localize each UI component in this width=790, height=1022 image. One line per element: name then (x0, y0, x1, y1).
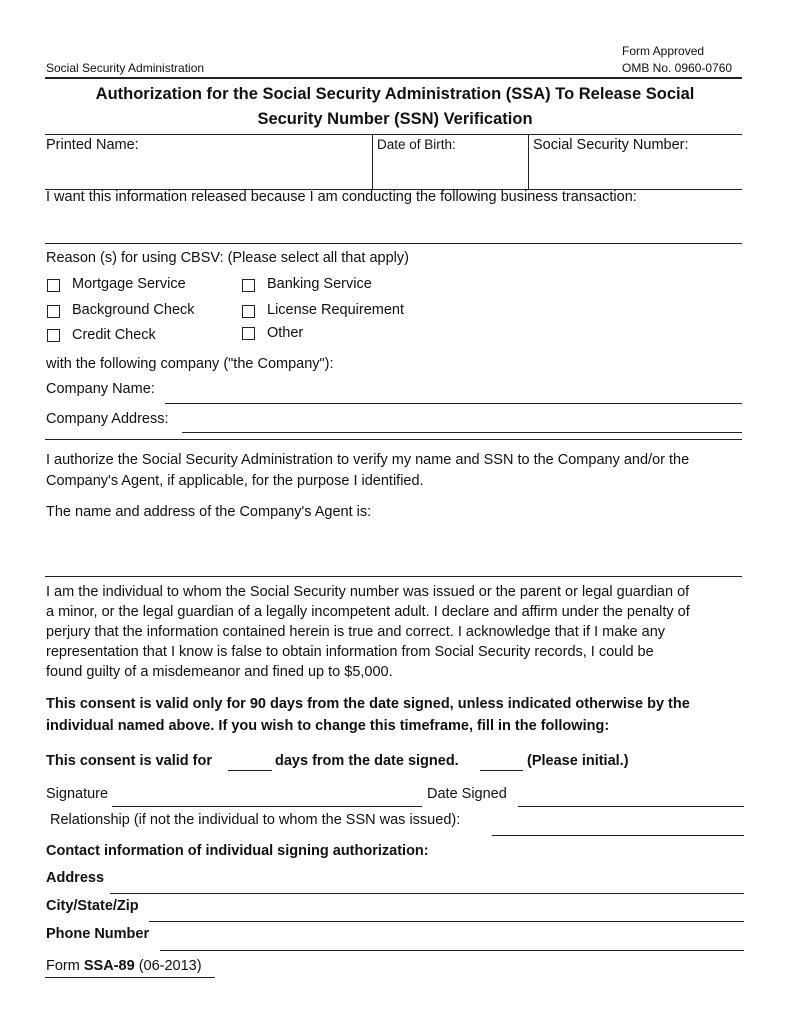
address-field[interactable] (110, 869, 744, 892)
form-date: (06-2013) (138, 958, 202, 974)
other-label: Other (267, 325, 304, 341)
declaration-line4: representation that I know is false to obtain information from Social Security records, I could be (46, 644, 654, 660)
form-title-line2: Security Number (SSN) Verification (257, 110, 533, 128)
agent-line (45, 576, 742, 577)
company-address-line (182, 432, 742, 433)
agent-field[interactable] (46, 524, 742, 574)
company-name-label: Company Name: (46, 381, 155, 397)
form-number: SSA-89 (83, 958, 135, 974)
date-signed-line (518, 806, 744, 807)
printed-name-field[interactable] (46, 155, 368, 187)
footer-underline (45, 977, 215, 978)
banking-service-checkbox[interactable] (242, 279, 255, 292)
signature-line (112, 806, 422, 807)
agent-label: The name and address of the Company's Agent is: (46, 504, 372, 520)
form-approved-text: Form Approved (622, 44, 705, 58)
banking-service-label: Banking Service (267, 276, 372, 292)
declaration-line2: a minor, or the legal guardian of a legally incompetent adult. I declare and affirm under the penalty of (46, 604, 690, 620)
consent-days-field[interactable] (228, 752, 272, 770)
phone-number-label: Phone Number (46, 926, 150, 942)
phone-number-line (160, 950, 744, 951)
date-of-birth-field[interactable] (376, 155, 524, 187)
company-address-label: Company Address: (46, 411, 169, 427)
authorize-text-line1: I authorize the Social Security Administration to verify my name and SSN to the Company and/or the (46, 452, 690, 468)
header-divider (45, 77, 742, 79)
mortgage-service-label: Mortgage Service (72, 276, 186, 292)
business-transaction-field[interactable] (46, 208, 742, 242)
declaration-line1: I am the individual to whom the Social Security number was issued or the parent or legal guardian of (46, 584, 690, 600)
printed-name-label: Printed Name: (46, 137, 139, 153)
info-table-divider-2 (528, 134, 529, 189)
form-footer (46, 958, 202, 974)
address-label: Address (46, 870, 105, 886)
ssn-field[interactable] (532, 155, 740, 187)
background-check-label: Background Check (72, 302, 195, 318)
phone-number-field[interactable] (160, 925, 744, 949)
ssn-label: Social Security Number: (533, 137, 689, 153)
consent-initial-line (480, 770, 523, 771)
city-state-zip-label: City/State/Zip (46, 898, 139, 914)
business-transaction-line (45, 243, 742, 244)
consent-valid-for-label: This consent is valid for (46, 753, 212, 769)
consent-days-line (228, 770, 272, 771)
date-of-birth-label: Date of Birth: (377, 137, 456, 152)
consent-initial-field[interactable] (480, 752, 523, 770)
reasons-label: Reason (s) for using CBSV: (Please select all that apply) (46, 250, 409, 266)
company-section-divider (45, 439, 742, 440)
other-checkbox[interactable] (242, 327, 255, 340)
credit-check-label: Credit Check (72, 327, 156, 343)
declaration-line3: perjury that the information contained herein is true and correct. I acknowledge that if I make any (46, 624, 666, 640)
contact-heading: Contact information of individual signing authorization: (46, 843, 429, 859)
relationship-label: Relationship (if not the individual to whom the SSN was issued): (50, 812, 461, 828)
consent-line2: individual named above. If you wish to change this timeframe, fill in the following: (46, 718, 610, 734)
signature-label: Signature (46, 786, 109, 802)
date-signed-field[interactable] (518, 784, 744, 805)
signature-field[interactable] (112, 784, 422, 805)
company-intro: with the following company ("the Company"): (46, 356, 334, 372)
authorize-text-line2: Company's Agent, if applicable, for the purpose I identified. (46, 473, 424, 489)
agency-name: Social Security Administration (46, 61, 205, 75)
consent-line1: This consent is valid only for 90 days from the date signed, unless indicated otherwise by the (46, 696, 690, 712)
company-address-field[interactable] (182, 409, 742, 431)
credit-check-checkbox[interactable] (47, 329, 60, 342)
relationship-line (492, 835, 744, 836)
background-check-checkbox[interactable] (47, 305, 60, 318)
company-name-field[interactable] (165, 380, 742, 402)
omb-number: OMB No. 0960-0760 (622, 61, 733, 75)
company-name-line (165, 403, 742, 404)
info-table-divider-1 (372, 134, 373, 189)
date-signed-label: Date Signed (427, 786, 507, 802)
consent-days-from-label: days from the date signed. (275, 753, 459, 769)
address-line (110, 893, 744, 894)
declaration-line5: found guilty of a misdemeanor and fined up to $5,000. (46, 664, 393, 680)
city-state-zip-field[interactable] (149, 897, 744, 920)
info-table-top-border (45, 134, 742, 135)
license-requirement-label: License Requirement (267, 302, 405, 318)
form-title-line1: Authorization for the Social Security Administration (SSA) To Release Social (95, 85, 695, 103)
declaration-paragraph (46, 582, 690, 682)
license-requirement-checkbox[interactable] (242, 305, 255, 318)
form-prefix: Form (46, 958, 80, 974)
business-transaction-label: I want this information released because I am conducting the following business transaction: (46, 189, 637, 205)
city-state-zip-line (149, 921, 744, 922)
mortgage-service-checkbox[interactable] (47, 279, 60, 292)
relationship-field[interactable] (492, 812, 744, 834)
consent-initial-label: (Please initial.) (527, 753, 629, 769)
